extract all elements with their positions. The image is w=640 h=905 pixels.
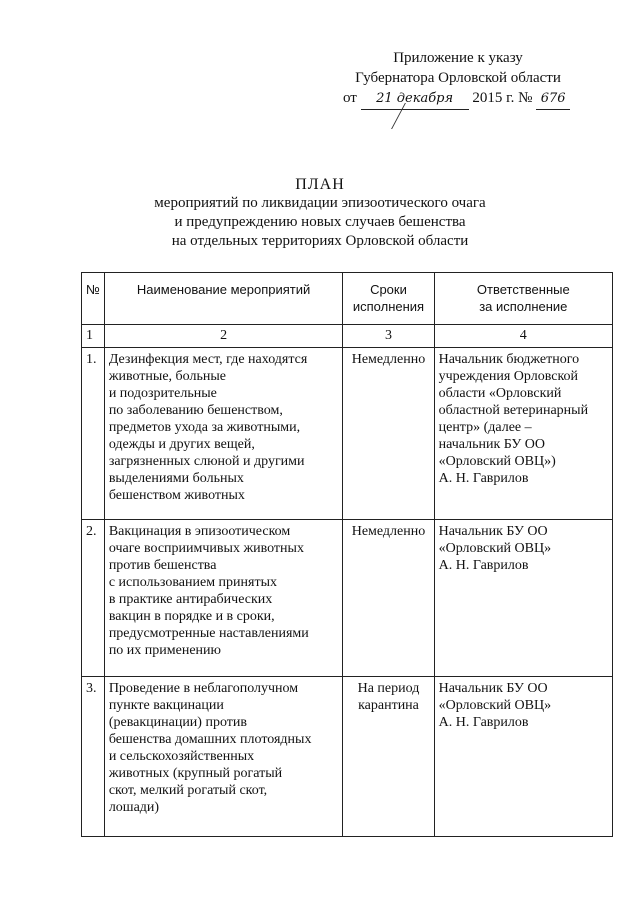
row-name-line: вакцин в порядке и в сроки, bbox=[108, 609, 275, 624]
header-resp-line: Ответственные bbox=[476, 282, 570, 297]
row-resp-line: «Орловский ОВЦ» bbox=[438, 541, 552, 556]
row-name bbox=[104, 520, 343, 677]
header-term-line: Сроки bbox=[370, 282, 407, 297]
row-name-line: животных (крупный рогатый bbox=[108, 766, 283, 781]
row-name-line: лошади) bbox=[108, 800, 160, 815]
column-number: 4 bbox=[434, 325, 612, 348]
column-number: 1 bbox=[82, 325, 105, 348]
row-term bbox=[343, 348, 434, 520]
annex-date-line bbox=[343, 88, 573, 110]
row-name-line: по заболеванию бешенством, bbox=[108, 403, 283, 418]
row-name-line: скот, мелкий рогатый скот, bbox=[108, 783, 268, 798]
row-name-line: Вакцинация в эпизоотическом bbox=[108, 524, 291, 539]
header-resp-line: за исполнение bbox=[479, 299, 568, 314]
row-resp-line: «Орловский ОВЦ») bbox=[438, 454, 556, 469]
header-num: № bbox=[82, 273, 105, 325]
row-number: 2. bbox=[82, 520, 105, 677]
row-resp-line: областной ветеринарный bbox=[438, 403, 589, 418]
row-name-line: загрязненных слюной и другими bbox=[108, 454, 305, 469]
row-name-line: с использованием принятых bbox=[108, 575, 277, 590]
row-resp-line: А. Н. Гаврилов bbox=[438, 715, 529, 730]
row-responsible bbox=[434, 677, 612, 837]
row-resp-line: Начальник бюджетного bbox=[438, 352, 580, 367]
row-name-line: Дезинфекция мест, где находятся bbox=[108, 352, 308, 367]
handwritten-date: 21 декабря bbox=[361, 89, 469, 110]
row-name-line: предметов ухода за животными, bbox=[108, 420, 301, 435]
row-name-line: Проведение в неблагополучном bbox=[108, 681, 299, 696]
header-term-line: исполнения bbox=[352, 299, 425, 314]
row-number: 3. bbox=[82, 677, 105, 837]
row-name-line: выделениями больных bbox=[108, 471, 244, 486]
row-resp-line: области «Орловский bbox=[438, 386, 562, 401]
row-name-line: предусмотренные наставлениями bbox=[108, 626, 309, 641]
table-row bbox=[82, 348, 613, 520]
title-heading: ПЛАН bbox=[295, 176, 345, 193]
column-number: 3 bbox=[343, 325, 434, 348]
annex-line-2: Губернатора Орловской области bbox=[355, 70, 561, 86]
row-resp-line: начальник БУ ОО bbox=[438, 437, 545, 452]
row-name bbox=[104, 677, 343, 837]
row-resp-line: А. Н. Гаврилов bbox=[438, 558, 529, 573]
column-number: 2 bbox=[104, 325, 343, 348]
header-responsible bbox=[434, 273, 612, 325]
row-term bbox=[343, 677, 434, 837]
row-term-line: Немедленно bbox=[351, 524, 426, 539]
row-term-line: На период bbox=[357, 681, 420, 696]
document-title bbox=[0, 175, 640, 251]
row-responsible bbox=[434, 520, 612, 677]
row-resp-line: Начальник БУ ОО bbox=[438, 681, 548, 696]
annex-block bbox=[343, 48, 573, 110]
row-name-line: бешенства домашних плотоядных bbox=[108, 732, 312, 747]
header-name: Наименование мероприятий bbox=[104, 273, 343, 325]
row-term-line: Немедленно bbox=[351, 352, 426, 367]
row-term-line: карантина bbox=[358, 698, 419, 713]
row-name-line: одежды и других вещей, bbox=[108, 437, 255, 452]
row-resp-line: центр» (далее – bbox=[438, 420, 532, 435]
row-name-line: очаге восприимчивых животных bbox=[108, 541, 304, 556]
row-name-line: в практике антирабических bbox=[108, 592, 273, 607]
annex-year: 2015 г. № bbox=[472, 90, 533, 106]
row-resp-line: «Орловский ОВЦ» bbox=[438, 698, 552, 713]
title-line: мероприятий по ликвидации эпизоотического очага bbox=[154, 195, 486, 211]
table-header-row bbox=[82, 273, 613, 325]
row-name-line: по их применению bbox=[108, 643, 222, 658]
title-line: и предупреждению новых случаев бешенства bbox=[174, 214, 466, 230]
row-name-line: и подозрительные bbox=[108, 386, 217, 401]
column-number-row bbox=[82, 325, 613, 348]
row-name-line: (ревакцинации) против bbox=[108, 715, 247, 730]
row-responsible bbox=[434, 348, 612, 520]
annex-line-1: Приложение к указу bbox=[393, 50, 523, 66]
row-name-line: пункте вакцинации bbox=[108, 698, 224, 713]
row-term bbox=[343, 520, 434, 677]
title-line: на отдельных территориях Орловской области bbox=[171, 233, 469, 249]
row-name-line: бешенством животных bbox=[108, 488, 245, 503]
plan-table bbox=[81, 272, 613, 837]
annex-prefix: от bbox=[343, 90, 357, 106]
row-number: 1. bbox=[82, 348, 105, 520]
row-name-line: против бешенства bbox=[108, 558, 217, 573]
table-row bbox=[82, 520, 613, 677]
table-row bbox=[82, 677, 613, 837]
row-name-line: и сельскохозяйственных bbox=[108, 749, 255, 764]
header-term bbox=[343, 273, 434, 325]
handwritten-number: 676 bbox=[536, 89, 570, 110]
row-name-line: животные, больные bbox=[108, 369, 226, 384]
row-resp-line: Начальник БУ ОО bbox=[438, 524, 548, 539]
row-resp-line: учреждения Орловской bbox=[438, 369, 579, 384]
row-name bbox=[104, 348, 343, 520]
row-resp-line: А. Н. Гаврилов bbox=[438, 471, 529, 486]
